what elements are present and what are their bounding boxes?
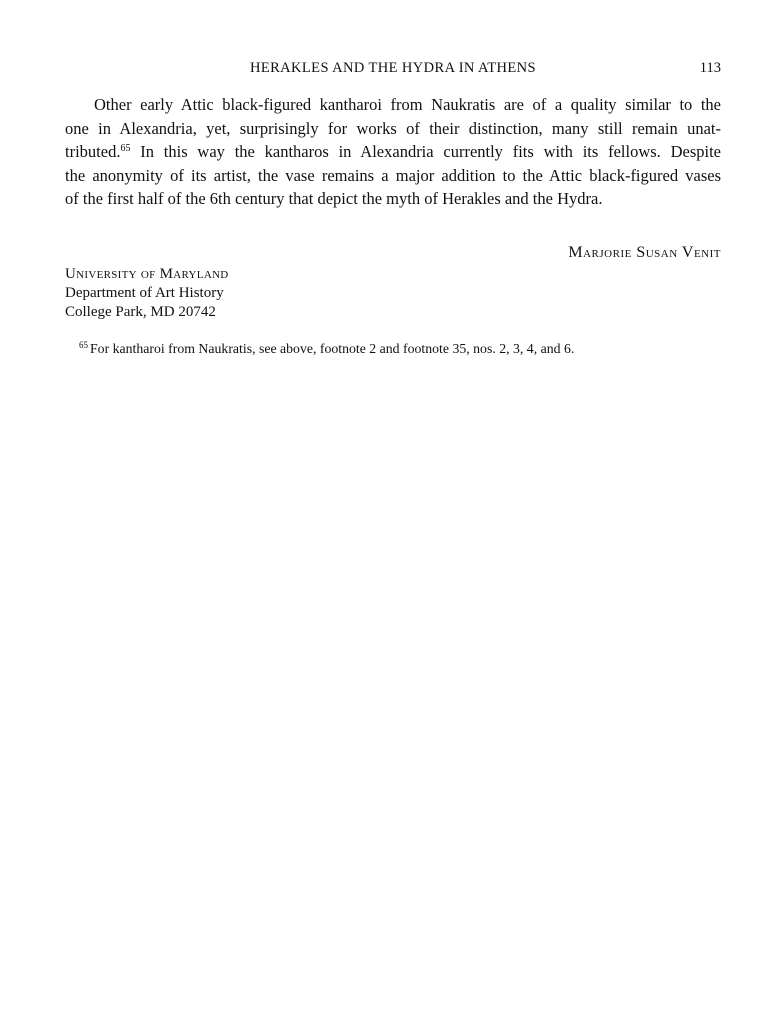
running-title: HERAKLES AND THE HYDRA IN ATHENS bbox=[249, 60, 537, 76]
author-affiliation bbox=[65, 265, 229, 322]
department: Department of Art History bbox=[65, 285, 224, 301]
body-line: Other early Attic black-figured kantharoi from Naukratis are of a quality similar to the bbox=[94, 95, 721, 114]
body-line: of the first half of the 6th century that depict the myth of Herakles and the Hydra. bbox=[65, 189, 603, 209]
footnote-text: For kantharoi from Naukratis, see above, footnote 2 and footnote 35, nos. 2, 3, 4, and 6. bbox=[90, 341, 575, 356]
footnote-number: 65 bbox=[79, 340, 88, 350]
institution: University of Maryland bbox=[65, 266, 229, 282]
body-line bbox=[65, 140, 721, 164]
footnote-reference[interactable]: 65 bbox=[120, 143, 131, 155]
body-line: one in Alexandria, yet, surprisingly for works of their distinction, many still remain unat- bbox=[65, 118, 721, 138]
body-line-text: tributed. bbox=[65, 142, 121, 162]
page-number: 113 bbox=[699, 60, 721, 76]
running-head bbox=[65, 60, 721, 80]
address: College Park, MD 20742 bbox=[65, 304, 216, 320]
footnote bbox=[79, 340, 574, 358]
author-name: Marjorie Susan Venit bbox=[568, 244, 721, 261]
body-line: the anonymity of its artist, the vase remains a major addition to the Attic black-figured vases bbox=[65, 165, 721, 185]
body-paragraph bbox=[65, 93, 721, 211]
body-line-text: In this way the kantharos in Alexandria currently fits with its fellows. Despite bbox=[130, 142, 721, 162]
